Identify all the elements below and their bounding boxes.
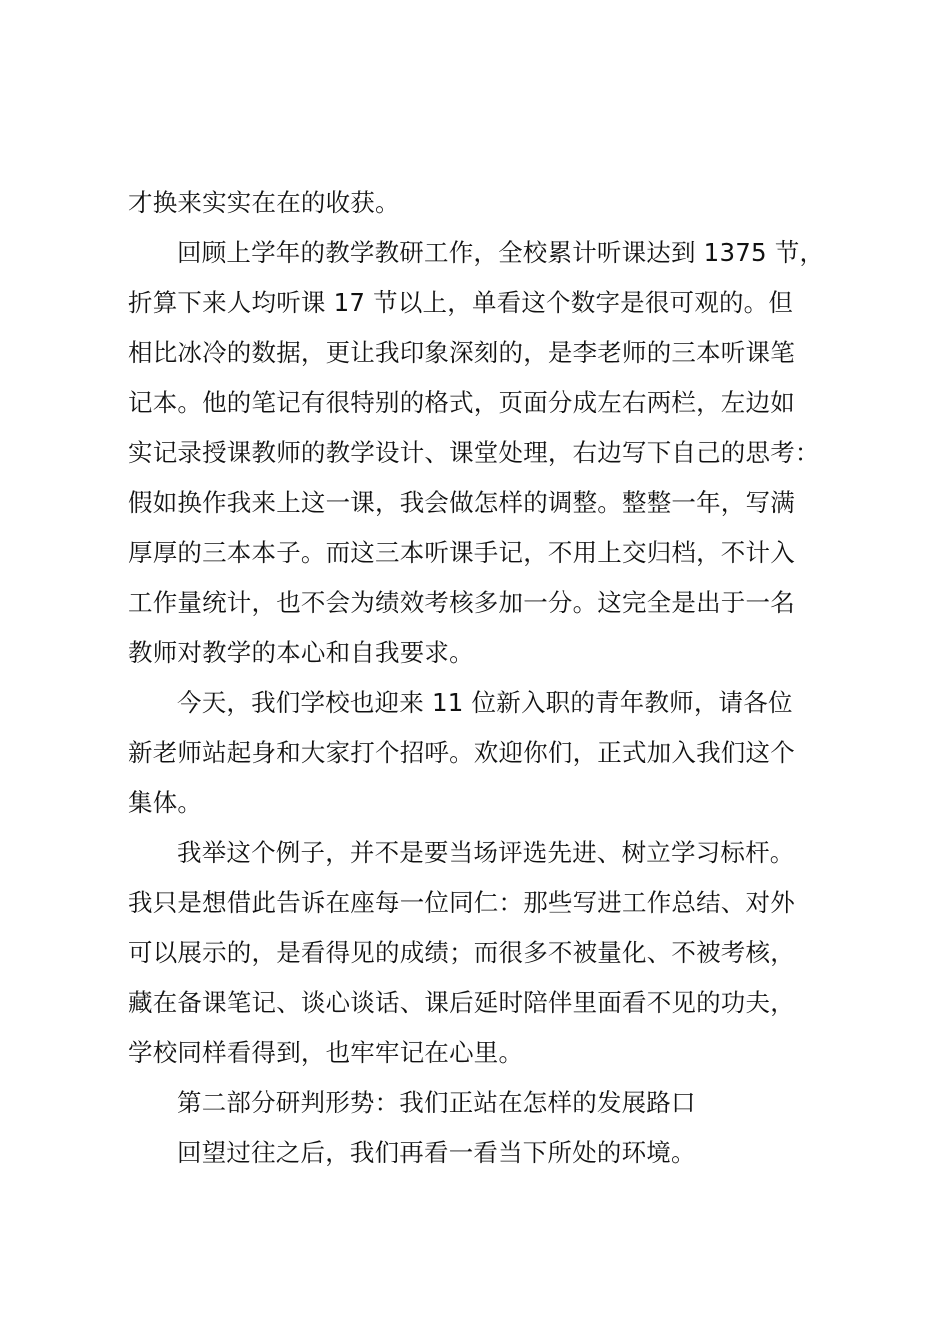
section-heading: 第二部分研判形势：我们正站在怎样的发展路口 — [177, 1088, 696, 1117]
paragraph-line-4: 相比冰冷的数据，更让我印象深刻的，是李老师的三本听课笔 — [128, 338, 795, 367]
paragraph-line-8: 厚厚的三本本子。而这三本听课手记，不用上交归档，不计入 — [128, 538, 795, 567]
paragraph-line-1: 才换来实实在在的收获。 — [128, 188, 400, 217]
paragraph-line-5: 记本。他的笔记有很特别的格式，页面分成左右两栏，左边如 — [128, 388, 795, 417]
paragraph-line-17: 藏在备课笔记、谈心谈话、课后延时陪伴里面看不见的功夫， — [128, 988, 795, 1017]
paragraph-line-7: 假如换作我来上这一课，我会做怎样的调整。整整一年，写满 — [128, 488, 795, 517]
paragraph-line-9: 工作量统计，也不会为绩效考核多加一分。这完全是出于一名 — [128, 588, 795, 617]
paragraph-line-10: 教师对教学的本心和自我要求。 — [128, 638, 474, 667]
paragraph-line-13: 集体。 — [128, 788, 203, 817]
paragraph-line-3: 折算下来人均听课 17 节以上，单看这个数字是很可观的。但 — [128, 288, 794, 317]
paragraph-line-14: 我举这个例子，并不是要当场评选先进、树立学习标杆。 — [177, 838, 795, 867]
paragraph-line-15: 我只是想借此告诉在座每一位同仁：那些写进工作总结、对外 — [128, 888, 795, 917]
paragraph-line-2: 回顾上学年的教学教研工作，全校累计听课达到 1375 节， — [177, 238, 825, 267]
paragraph-line-20: 回望过往之后，我们再看一看当下所处的环境。 — [177, 1138, 696, 1167]
paragraph-line-18: 学校同样看得到，也牢牢记在心里。 — [128, 1038, 524, 1067]
paragraph-line-11: 今天，我们学校也迎来 11 位新入职的青年教师，请各位 — [177, 688, 793, 717]
paragraph-line-12: 新老师站起身和大家打个招呼。欢迎你们，正式加入我们这个 — [128, 738, 795, 767]
paragraph-line-6: 实记录授课教师的教学设计、课堂处理，右边写下自己的思考： — [128, 438, 820, 467]
paragraph-line-16: 可以展示的，是看得见的成绩；而很多不被量化、不被考核， — [128, 938, 795, 967]
